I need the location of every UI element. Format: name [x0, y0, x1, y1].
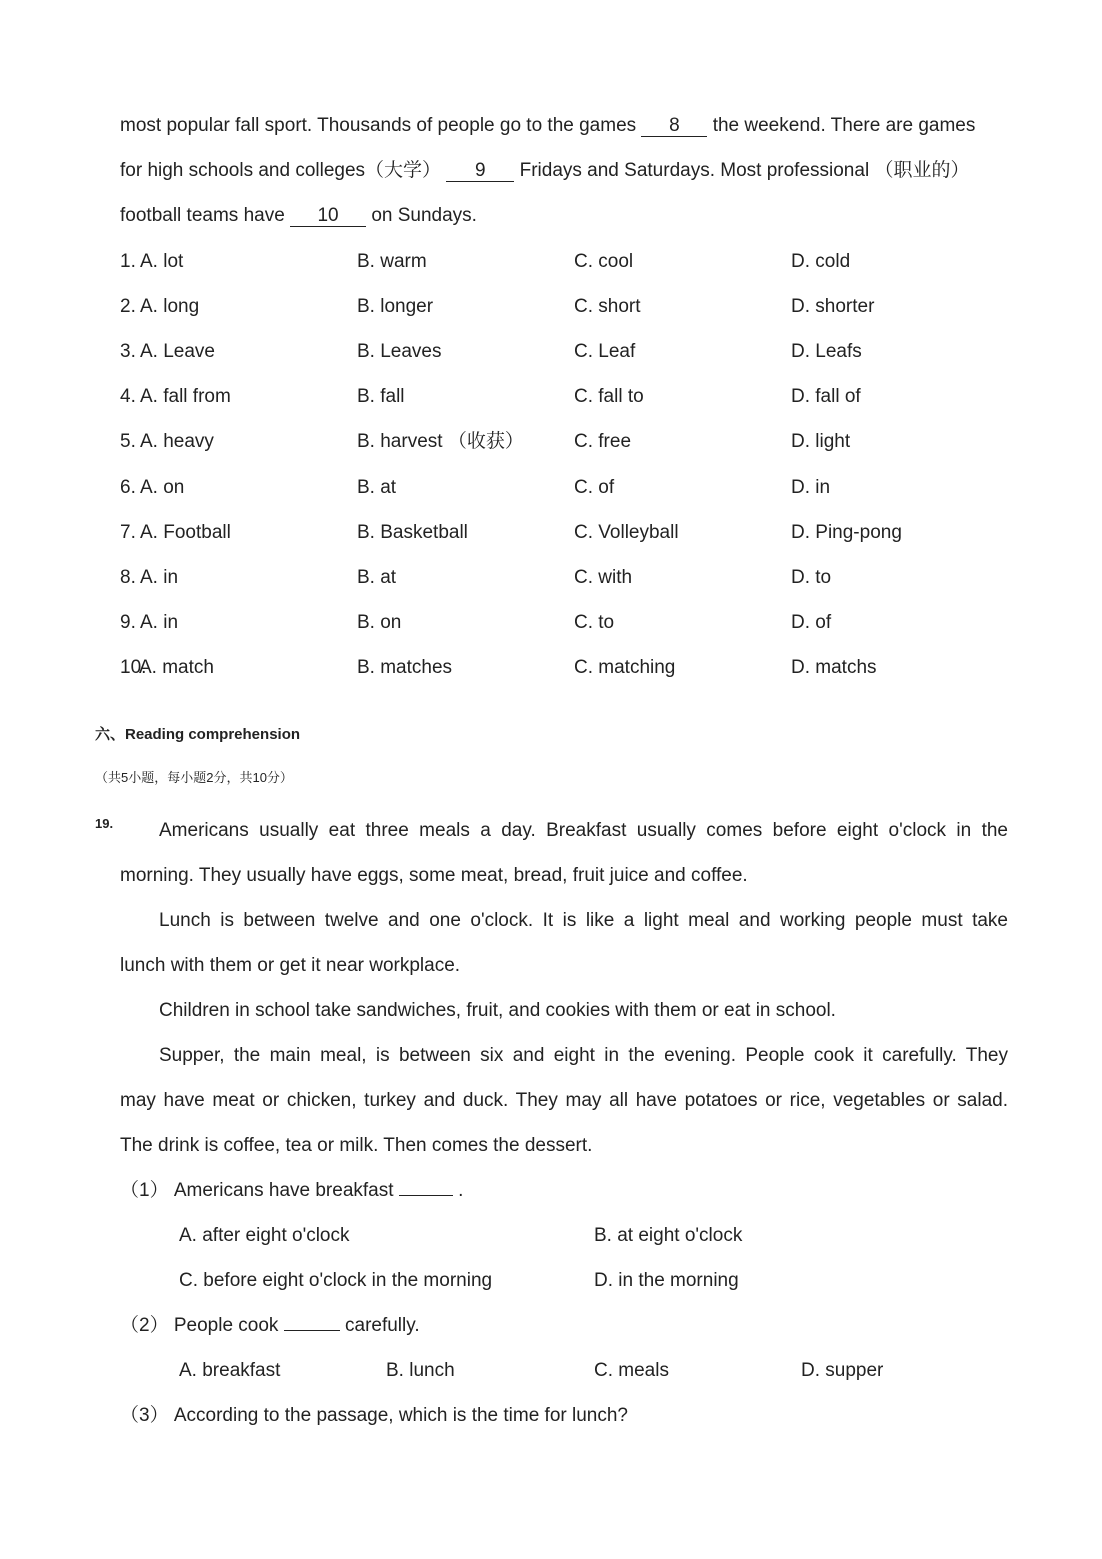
cloze-option-d: D. Ping-pong [791, 521, 902, 543]
answer-blank [399, 1195, 453, 1196]
cloze-option-c: C. cool [574, 251, 634, 272]
passage-text: the weekend. There are games [712, 115, 976, 136]
paragraph-4-line-3: The drink is coffee, tea or milk. Then comes the dessert. [120, 1135, 593, 1156]
paragraph-4-line-2: may have meat or chicken, turkey and duck. They may all have potatoes or rice, vegetables or salad. [120, 1090, 1008, 1111]
cloze-question-number: 4. [120, 386, 136, 408]
passage-line-2 [120, 159, 969, 183]
subquestion-text: . [458, 1180, 464, 1201]
cloze-option-d: D. light [791, 431, 851, 453]
cloze-option-a: A. match [139, 656, 214, 678]
option-c: C. meals [594, 1360, 669, 1381]
subquestion-3 [120, 1404, 628, 1428]
subquestion-1 [120, 1179, 463, 1203]
section-title: 六、Reading comprehension [95, 726, 301, 743]
option-d: D. supper [801, 1360, 884, 1381]
option-a: A. after eight o'clock [179, 1225, 350, 1246]
passage-text: football teams have [120, 205, 285, 226]
subquestion-text: People cook [173, 1315, 279, 1336]
cloze-option-a: A. heavy [140, 431, 214, 453]
question-number: 19. [95, 816, 114, 831]
option-c: C. before eight o'clock in the morning [179, 1270, 493, 1291]
subquestion-label: （2） [120, 1315, 169, 1336]
cloze-option-c: C. of [574, 476, 615, 498]
cloze-option-d: D. cold [791, 251, 851, 272]
cloze-option-a: A. long [140, 296, 200, 318]
paragraph-2-line-2: lunch with them or get it near workplace. [120, 955, 461, 976]
subquestion-text: According to the passage, which is the time for lunch? [173, 1405, 628, 1426]
cloze-option-b: B. Basketball [357, 521, 468, 543]
cloze-option-d: D. fall of [791, 386, 861, 408]
cloze-option-a: A. on [140, 476, 185, 498]
option-b: B. at eight o'clock [594, 1225, 743, 1246]
cloze-option-b: B. at [357, 476, 397, 498]
option-a: A. breakfast [179, 1360, 281, 1381]
subquestion-text: Americans have breakfast [173, 1180, 394, 1201]
option-b: B. lunch [386, 1360, 455, 1381]
cloze-option-a: A. fall from [140, 386, 231, 408]
cloze-question-number: 9. [120, 611, 136, 633]
paragraph-4-line-1: Supper, the main meal, is between six and eight in the evening. People cook it carefully. They [159, 1045, 1008, 1066]
passage-line-1 [120, 114, 975, 138]
cloze-question-number: 10. [120, 656, 147, 678]
cloze-option-d: D. shorter [791, 296, 875, 318]
cloze-option-c: C. free [574, 431, 632, 453]
cloze-option-b: B. matches [357, 656, 453, 678]
passage-text: for high schools and colleges（大学） [120, 160, 442, 181]
blank-8: 8 [641, 116, 707, 137]
cloze-option-c: C. short [574, 296, 641, 318]
cloze-option-d: D. of [791, 611, 832, 633]
cloze-question-number: 7. [120, 521, 136, 543]
cloze-option-b: B. at [357, 566, 397, 588]
cloze-option-a: A. Leave [140, 341, 215, 363]
cloze-option-d: D. matchs [791, 656, 877, 678]
section-score-note: （共5小题，每小题2分，共10分） [95, 770, 293, 785]
cloze-option-a: A. lot [140, 251, 184, 272]
cloze-option-b: B. fall [357, 386, 405, 408]
cloze-option-c: C. with [574, 566, 633, 588]
passage-text: on Sundays. [371, 205, 477, 226]
cloze-option-c: C. Leaf [574, 341, 636, 363]
cloze-option-b: B. harvest （收获） [357, 431, 524, 453]
cloze-question-number: 8. [120, 566, 136, 588]
cloze-question-number: 3. [120, 341, 136, 363]
subquestion-label: （3） [120, 1405, 169, 1426]
cloze-option-c: C. to [574, 611, 615, 633]
blank-10: 10 [290, 206, 366, 227]
cloze-option-a: A. in [140, 566, 179, 588]
cloze-option-b: B. Leaves [357, 341, 442, 363]
cloze-option-d: D. in [791, 476, 831, 498]
cloze-option-b: B. longer [357, 296, 434, 318]
subquestion-2 [120, 1314, 420, 1338]
cloze-option-a: A. Football [140, 521, 231, 543]
answer-blank [284, 1330, 340, 1331]
passage-line-3 [120, 204, 477, 228]
paragraph-3-line-1: Children in school take sandwiches, fruit, and cookies with them or eat in school. [159, 1000, 836, 1021]
cloze-option-c: C. matching [574, 656, 676, 678]
cloze-option-d: D. Leafs [791, 341, 862, 363]
passage-text: Fridays and Saturdays. Most professional （职业的） [519, 160, 970, 181]
cloze-option-a: A. in [140, 611, 179, 633]
cloze-option-d: D. to [791, 566, 832, 588]
paragraph-1-line-2: morning. They usually have eggs, some meat, bread, fruit juice and coffee. [120, 865, 748, 886]
cloze-question-number: 1. [120, 251, 136, 272]
subquestion-label: （1） [120, 1180, 169, 1201]
cloze-option-b: B. warm [357, 251, 427, 272]
reading-passage [120, 808, 1008, 1168]
passage-text: most popular fall sport. Thousands of people go to the games [120, 115, 637, 136]
paragraph-2-line-1: Lunch is between twelve and one o'clock. It is like a light meal and working people must take [159, 910, 1008, 931]
cloze-question-number: 2. [120, 296, 136, 318]
cloze-question-number: 5. [120, 431, 136, 453]
subquestion-text: carefully. [345, 1315, 420, 1336]
blank-9: 9 [446, 161, 514, 182]
cloze-option-c: C. fall to [574, 386, 644, 408]
option-d: D. in the morning [594, 1270, 739, 1291]
cloze-option-b: B. on [357, 611, 402, 633]
paragraph-1-line-1: Americans usually eat three meals a day. Breakfast usually comes before eight o'clock in the [159, 820, 1008, 841]
cloze-question-number: 6. [120, 476, 136, 498]
cloze-option-c: C. Volleyball [574, 521, 679, 543]
